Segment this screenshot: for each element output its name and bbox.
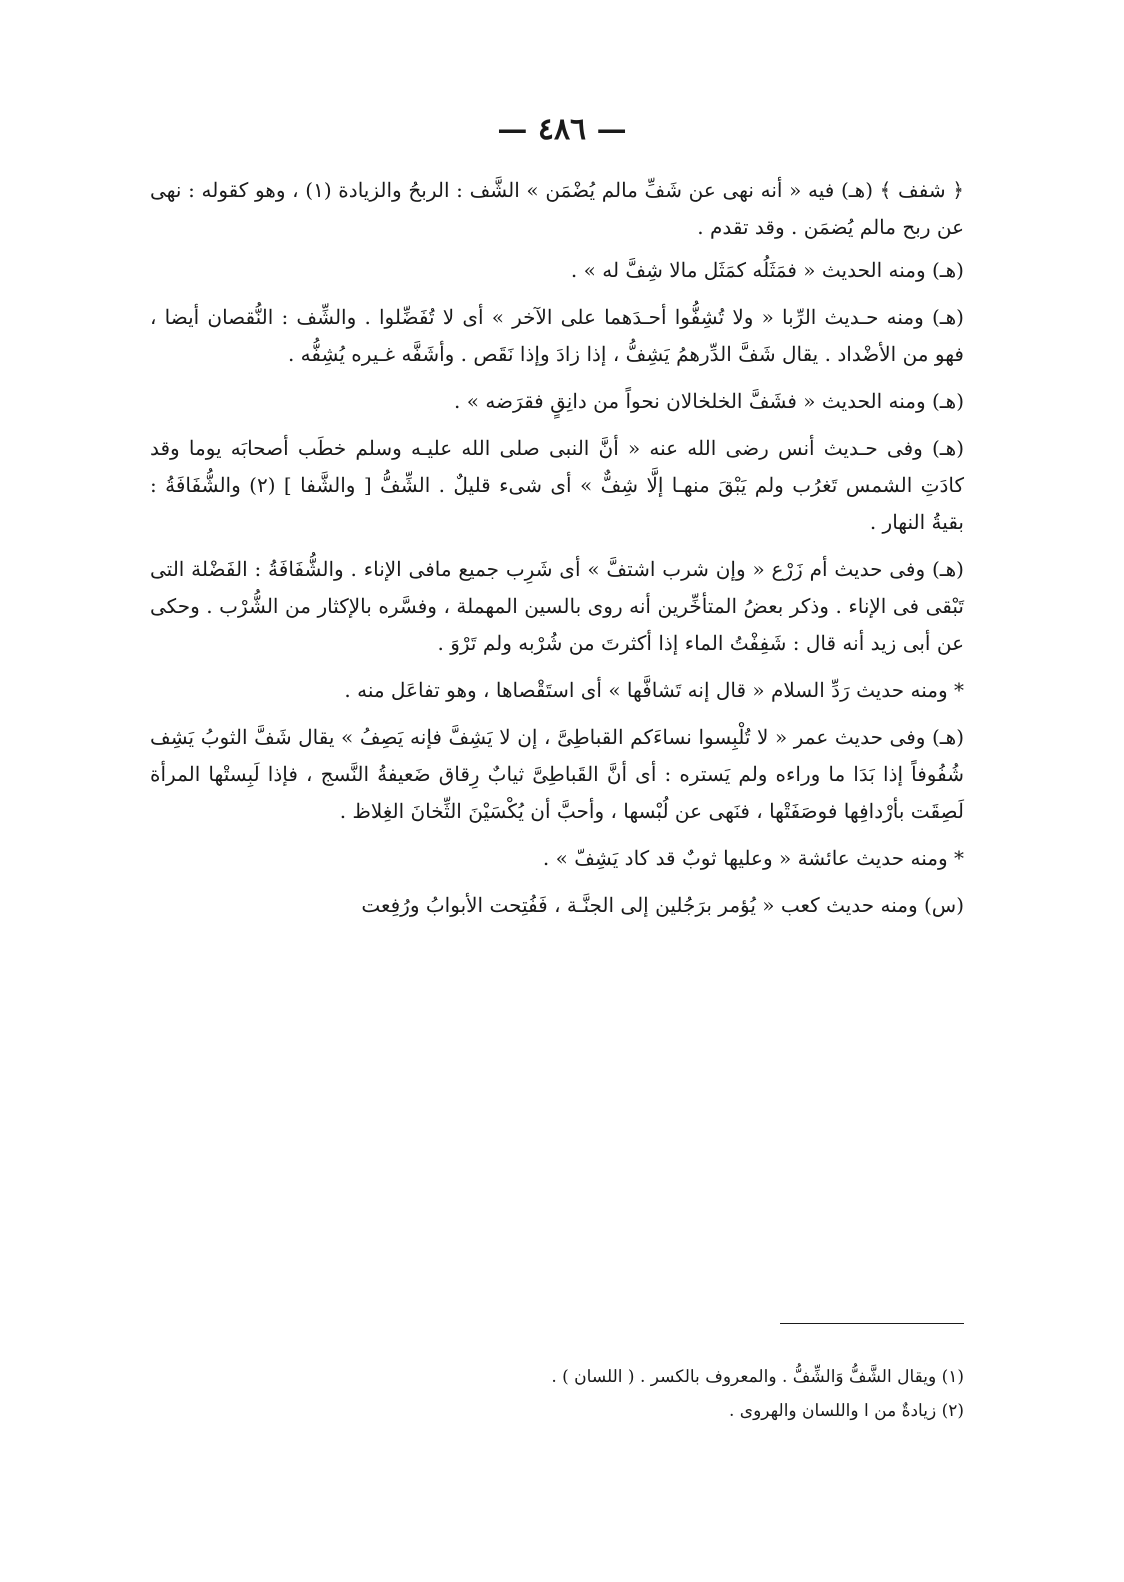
paragraph: (هـ) ومنه الحديث « فمَثَلُه كمَثَل مالا شِفَّ له » .	[570, 258, 964, 282]
page-number: — ٤٨٦ —	[497, 112, 627, 147]
paragraph: (هـ) وفى حديث أم زَرْع « وإن شرب اشتفَّ » أى شَرِب جميع مافى الإناء . والشُّفَافَةُ : الفَضْلة التى تَبْقى فى الإناء . وذكر بعضُ المتأخِّرين أنه روى بالسين المهملة ، وفسَّره بالإكثار من الشُّرْب . وحكى عن أبى زيد أنه قال : شَفِفْتُ الماء إذا أكثرتَ من شُرْبه ولم تَرْوَ .	[150, 557, 964, 655]
entry-text	[150, 172, 964, 934]
footnote: (١) ويقال الشَّفُّ وَالشِّفُّ . والمعروف بالكسر . ( اللسان ) .	[551, 1367, 964, 1387]
paragraph: (هـ) ومنه الحديث « فشَفَّ الخلخالان نحواً من دانِقٍ فقرَضه » .	[454, 389, 964, 413]
footnote: (٢) زيادةٌ من ا واللسان والهروى .	[728, 1401, 964, 1421]
paragraph: (هـ) وفى حديث عمر « لا تُلْبِسوا نساءَكم القباطِىَّ ، إن لا يَشِفَّ فإنه يَصِفُ » يقال شَفَّ الثوبُ يَشِف شُفُوفاً إذا بَدَا ما وراءه ولم يَستره : أى أنَّ القَباطِىَّ ثيابٌ رِقاق ضَعيفةُ النَّسج ، فإذا لَبِستْها المرأة لَصِقَت بأرْدافِها فوصَفَتْها ، فنَهى عن لُبْسها ، وأحبَّ أن يُكْسَيْنَ الثِّخانَ الغِلاظ .	[150, 725, 964, 823]
paragraph: * ومنه حديث رَدِّ السلام « قال إنه تَشافَّها » أى استَقْصاها ، وهو تفاعَل منه .	[344, 678, 964, 702]
footnote-divider	[780, 1323, 964, 1324]
paragraph: * ومنه حديث عائشة « وعليها ثوبٌ قد كاد يَشِفّ » .	[542, 846, 964, 870]
paragraph: ﴿ شفف ﴾ (هـ) فيه « أنه نهى عن شَفِّ مالم يُضْمَن » الشَّف : الربحُ والزيادة (١) ، وهو كقوله : نهى عن ربح مالم يُضمَن . وقد تقدم .	[150, 178, 965, 239]
paragraph: (هـ) ومنه حـديث الرِّبا « ولا تُشِفُّوا أحـدَهما على الآخر » أى لا تُفَضِّلوا . والشِّف : النُّقصان أيضا ، فهو من الأضْداد . يقال شَفَّ الدِّرهمُ يَشِفُّ ، إذا زادَ وإذا نَقَص . وأشَفَّه غـيره يُشِفُّه .	[150, 305, 964, 366]
paragraph: (هـ) وفى حـديث أنس رضى الله عنه « أنَّ النبى صلى الله عليـه وسلم خطَب أصحابَه يوما وقد كادَتِ الشمس تَغرُب ولم يَبْقَ منهـا إلَّا شِفٌّ » أى شىء قليلٌ . الشِّفُّ [ والشَّفا ] (٢) والشُّفَافَةُ : بقيةُ النهار .	[150, 436, 964, 534]
paragraph: (س) ومنه حديث كعب « يُؤمر برَجُلين إلى الجنَّـة ، فَفُتِحت الأبوابُ ورُفِعت	[361, 893, 964, 917]
footnotes	[150, 1360, 964, 1428]
